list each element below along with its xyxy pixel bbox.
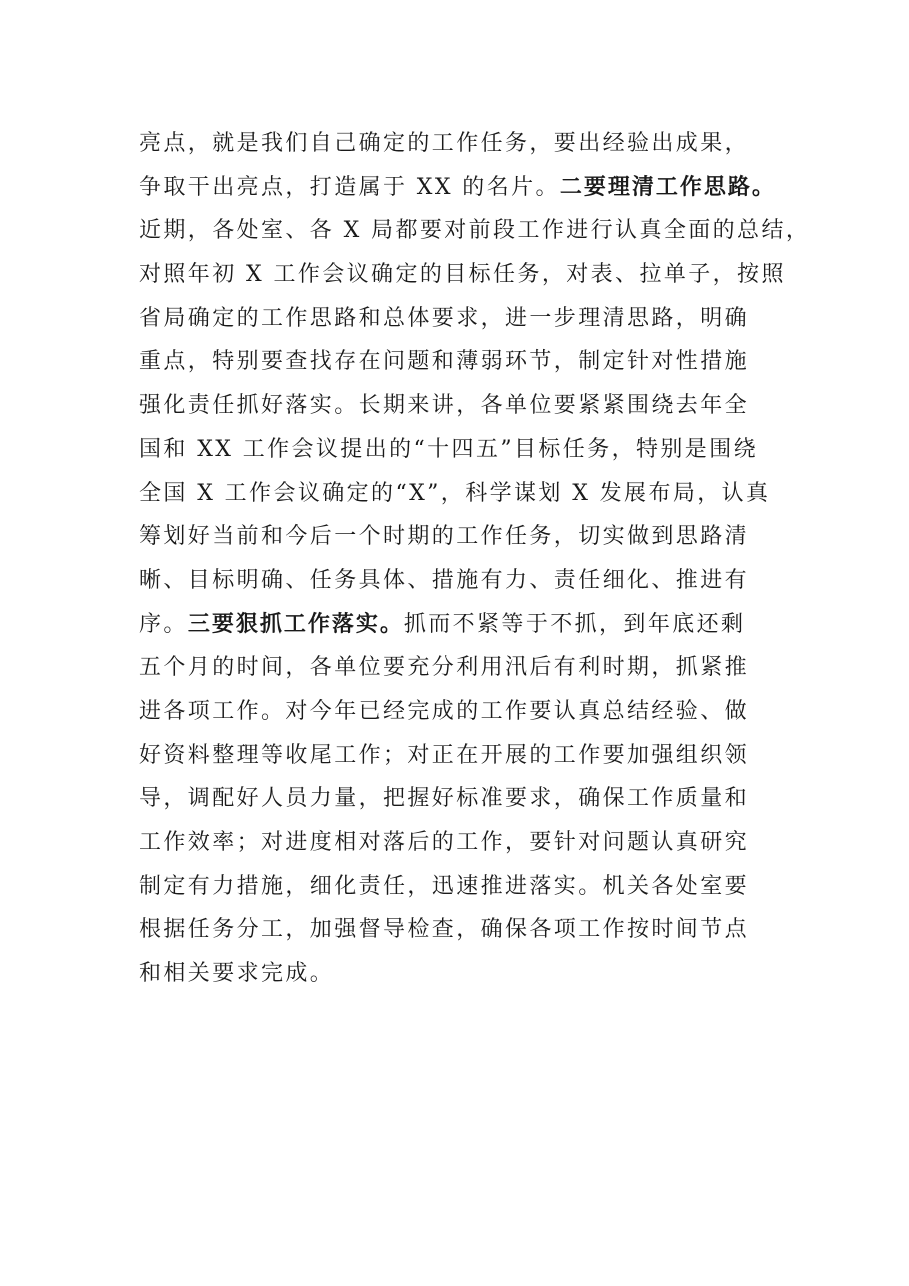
text-line: 国和 XX 工作会议提出的“十四五”目标任务，特别是围绕	[139, 436, 759, 462]
text-line: 省局确定的工作思路和总体要求，进一步理清思路，明确	[139, 305, 750, 331]
body-paragraph	[139, 122, 811, 996]
bold-heading: 二要理清工作思路。	[559, 174, 776, 200]
text-line: 亮点，就是我们自己确定的工作任务，要出经验出成果，	[139, 131, 750, 156]
text-line: 筹划好当前和今后一个时期的工作任务，切实做到思路清	[139, 524, 750, 550]
text-line: 制定有力措施，细化责任，迅速推进落实。机关各处室要	[139, 873, 750, 899]
text-line: 强化责任抓好落实。长期来讲，各单位要紧紧围绕去年全	[139, 393, 750, 419]
text-line: 重点，特别要查找存在问题和薄弱环节，制定针对性措施	[139, 349, 750, 375]
text-line: 根据任务分工，加强督导检查，确保各项工作按时间节点	[139, 917, 750, 943]
text-line: 和相关要求完成。	[139, 961, 335, 987]
text-line: 争取干出亮点，打造属于 XX 的名片。二要理清工作思路。	[139, 174, 776, 200]
text-line: 晰、目标明确、任务具体、措施有力、责任细化、推进有	[139, 567, 750, 593]
text-line: 近期，各处室、各 X 局都要对前段工作进行认真全面的总结，	[139, 218, 811, 244]
text-line: 全国 X 工作会议确定的“X”，科学谋划 X 发展布局，认真	[139, 480, 771, 506]
text-line: 进各项工作。对今年已经完成的工作要认真总结经验、做	[139, 698, 750, 724]
text-line: 导，调配好人员力量，把握好标准要求，确保工作质量和	[139, 786, 750, 812]
bold-heading: 三要狠抓工作落实。	[187, 611, 404, 637]
text-line: 工作效率；对进度相对落后的工作，要针对问题认真研究	[139, 830, 750, 855]
text-line: 好资料整理等收尾工作；对正在开展的工作要加强组织领	[139, 742, 750, 768]
text-line: 序。三要狠抓工作落实。抓而不紧等于不抓，到年底还剩	[139, 611, 746, 637]
text-line: 五个月的时间，各单位要充分利用汛后有利时期，抓紧推	[139, 655, 750, 681]
text-line: 对照年初 X 工作会议确定的目标任务，对表、拉单子，按照	[139, 262, 786, 288]
